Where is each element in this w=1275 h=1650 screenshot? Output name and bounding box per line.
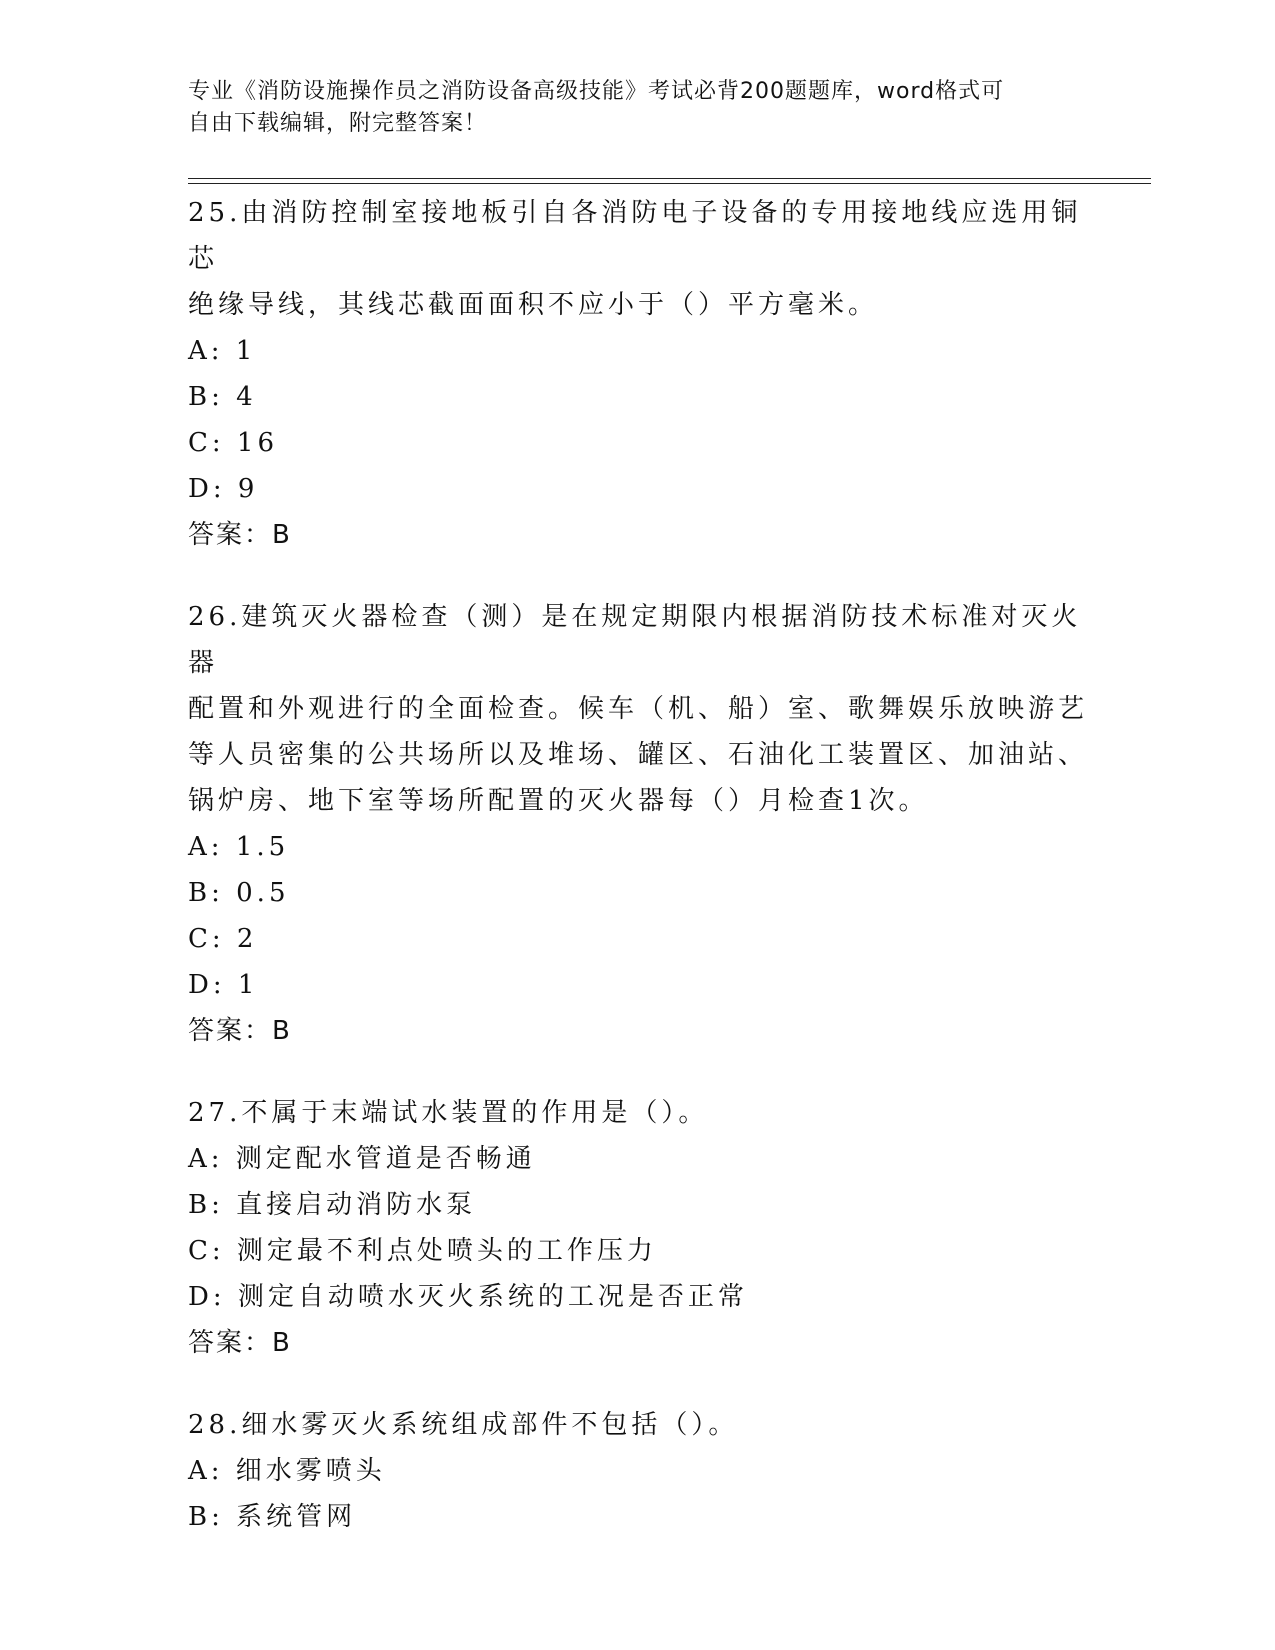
question-list [188,190,1088,1576]
question-27 [188,1090,1088,1366]
question-stem-line: 配置和外观进行的全面检查。候车（机、船）室、歌舞娱乐放映游艺 [188,694,1089,724]
question-stem [188,594,1088,824]
question-stem-line: 绝缘导线，其线芯截面面积不应小于（）平方毫米。 [188,290,879,320]
document-header [188,76,1068,140]
option-d: D: 1 [188,970,259,1000]
option-a: A: 1.5 [188,832,290,862]
answer-line: 答案：B [188,520,292,550]
question-25 [188,190,1088,558]
option-d: D: 9 [188,474,259,504]
question-stem-line: 等人员密集的公共场所以及堆场、罐区、石油化工装置区、加油站、 [188,740,1089,770]
header-divider-bottom [188,183,1151,184]
question-stem [188,1090,1088,1136]
question-stem-line: 锅炉房、地下室等场所配置的灭火器每（）月检查1次。 [188,786,929,816]
option-a: A: 细水雾喷头 [188,1456,386,1486]
option-c: C: 16 [188,428,279,458]
question-stem-line: 25.由消防控制室接地板引自各消防电子设备的专用接地线应选用铜芯 [188,198,1082,274]
option-b: B: 4 [188,382,257,412]
question-stem [188,1402,1088,1448]
question-stem-line: 27.不属于末端试水装置的作用是（）。 [188,1098,709,1128]
question-28 [188,1402,1088,1540]
header-line-1: 专业《消防设施操作员之消防设备高级技能》考试必背200题题库，word格式可 [188,79,1005,104]
option-b: B: 系统管网 [188,1502,357,1532]
option-b: B: 0.5 [188,878,290,908]
question-26 [188,594,1088,1054]
header-line-2: 自由下载编辑，附完整答案！ [188,111,488,136]
option-a: A: 1 [188,336,257,366]
header-divider-top [188,178,1151,179]
question-stem [188,190,1088,328]
option-a: A: 测定配水管道是否畅通 [188,1144,536,1174]
answer-line: 答案：B [188,1016,292,1046]
option-c: C: 测定最不利点处喷头的工作压力 [188,1236,657,1266]
answer-line: 答案：B [188,1328,292,1358]
option-d: D: 测定自动喷水灭火系统的工况是否正常 [188,1282,748,1312]
option-c: C: 2 [188,924,258,954]
question-stem-line: 26.建筑灭火器检查（测）是在规定期限内根据消防技术标准对灭火器 [188,602,1082,678]
question-stem-line: 28.细水雾灭火系统组成部件不包括（）。 [188,1410,739,1440]
option-b: B: 直接启动消防水泵 [188,1190,477,1220]
